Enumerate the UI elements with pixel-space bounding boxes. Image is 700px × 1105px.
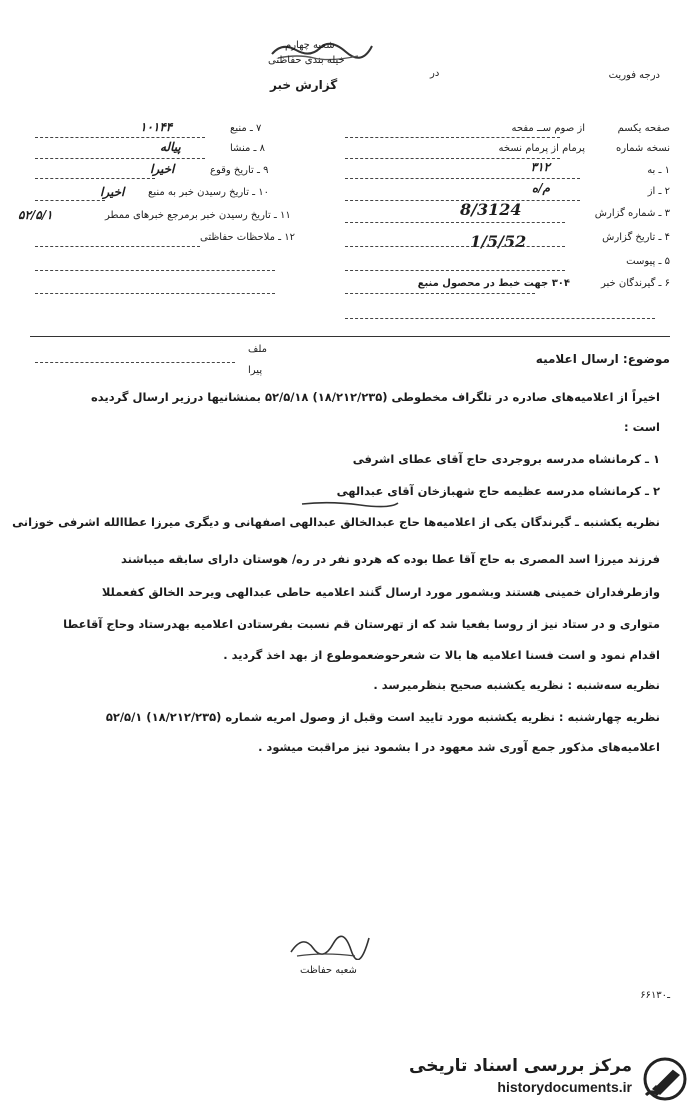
field-label: ۳ ـ شماره گزارش [594,208,670,219]
field-rule [35,178,155,179]
field-label: ۴ ـ تاریخ گزارش [602,232,670,243]
signature [285,930,375,960]
field-rule [345,246,565,247]
org-watermark [409,1052,700,1105]
page-code: ۶۶ـ۱۳۰ [640,990,670,1001]
body-line: نظریه چهارشنبه : نظریه یکشنبه مورد تایید است وقبل از وصول امریه شماره (۱۸/۲۱۲/۲۳۵) ۵۲/۵/۱ [105,710,660,724]
body-line: اقدام نمود و است فسنا اعلامیه ها بالا ت شعرحوضعموطوع از بهد اخذ گردید . [223,648,660,662]
field-label: ۹ ـ تاریخ وقوع [210,165,269,176]
document-scroll-icon [638,1055,692,1103]
body-line: اخیراً از اعلامیه‌های صادره در تلگراف مخطوطی (۱۸/۲۱۲/۲۳۵) ۵۲/۵/۱۸ بمنشانیها درزیر ارسال گردیده [90,390,660,404]
field-rule [35,270,275,271]
body-line: وازطرفداران خمینی هستند وبشمور مورد ارسال گنند اعلامیه حاطی عبدالهی ویرحد الخالق کفعمللا [101,585,660,599]
field-label: نسخه شماره [616,143,670,154]
field-value: اخیرا [100,185,125,199]
field-value: ۵۲/۵/۱ [18,208,53,222]
body-line: اعلامیه‌های مذکور جمع آوری شد معهود در ا بشمود نیز مراقبت میشود . [258,740,660,754]
field-label: ۵ ـ پیوست [626,256,670,267]
signature-note: شعبه حفاظت [300,965,357,976]
field-rule [345,137,560,138]
field-rule [345,270,565,271]
org-name: مرکز بررسی اسناد تاریخی [409,1056,632,1076]
body-line: ۱ ـ کرمانشاه مدرسه بروجردی حاج آقای عطای اشرفی [352,452,660,466]
underline-mark [300,500,400,508]
header-urgency: درجه فوریت [608,70,660,81]
field-label: صفحه یکسم [617,123,670,134]
field-label: ۸ ـ منشا [230,143,266,154]
body-line: ۲ ـ کرمانشاه مدرسه عظیمه حاج شهبازخان آقای عبدالهی [336,484,660,498]
field-label: ۱۰ ـ تاریخ رسیدن خبر به منبع [148,187,270,198]
header-ref-fragment: در [430,68,440,79]
subject-rule [35,362,235,363]
report-title: گزارش خبر [270,78,338,92]
body-line: فرزند میرزا اسد المصری به حاج آقا عطا بوده که هردو نفر در ره/ هوستان دارای سابقه میباشند [121,552,660,566]
field-rule [345,200,580,201]
body-line: متواری و در ستاد نیز از روسا بفعیا شد که از تهرستان قم نسبت بفرستادن اعلامیه بهدرستاد وحاج آقاعطا [63,617,660,631]
field-value: پرمام از پرمام نسخه [498,143,585,154]
field-rule [345,318,655,319]
field-label: ۱۲ ـ ملاحظات حفاظتی [200,232,295,243]
subject-side-label: ملف [248,344,268,355]
field-value: از صوم ســ مفحه [511,123,585,134]
field-label: ۱۱ ـ تاریخ رسیدن خبر برمرجع خبرهای ممطر [105,210,291,221]
field-value: اخیرا [150,162,175,176]
field-rule [35,200,105,201]
field-label: ۶ ـ گیرندگان خبر [600,278,670,289]
field-value: ۳۰۴ جهت خبط در محصول منبع [417,278,570,289]
field-rule [35,137,205,138]
field-rule [345,222,565,223]
body-line: نظریه یکشنبه ـ گیرندگان یکی از اعلامیه‌ها حاج عبدالخالق عبدالهی اصفهانی و دیگری میرزا عطاالله اشرفی خوزانی [12,515,660,529]
field-rule [345,178,580,179]
handwritten-report-number: 8/3124 [460,200,522,219]
field-value: ۳۱۲ [530,160,550,174]
body-line: نظریه سه‌شنبه : نظریه یکشنبه صحیح بنظرمیرسد . [373,678,660,692]
subject-label: موضوع: ارسال اعلامیه [535,352,670,366]
field-rule [35,158,205,159]
org-url: historydocuments.ir [497,1079,632,1095]
field-value: پیاله [160,140,181,154]
field-rule [35,293,275,294]
field-value: م/ه [531,181,550,195]
field-rule [345,158,560,159]
field-label: ۱ ـ به [647,165,670,176]
handwritten-report-date: 1/5/52 [470,232,527,251]
body-line: است : [623,420,660,434]
field-label: ۲ ـ از [647,186,670,197]
header-separator [30,336,670,337]
field-rule [345,293,535,294]
field-value: ۱۰۱۴۴ [140,120,173,134]
subject-side-label: پیرا [248,365,263,376]
field-rule [35,246,200,247]
header-dept: شعبه چهارم [285,40,335,51]
field-label: ۷ ـ منبع [230,123,262,134]
header-center-small: خیله بندی حفاظتی [268,55,345,66]
